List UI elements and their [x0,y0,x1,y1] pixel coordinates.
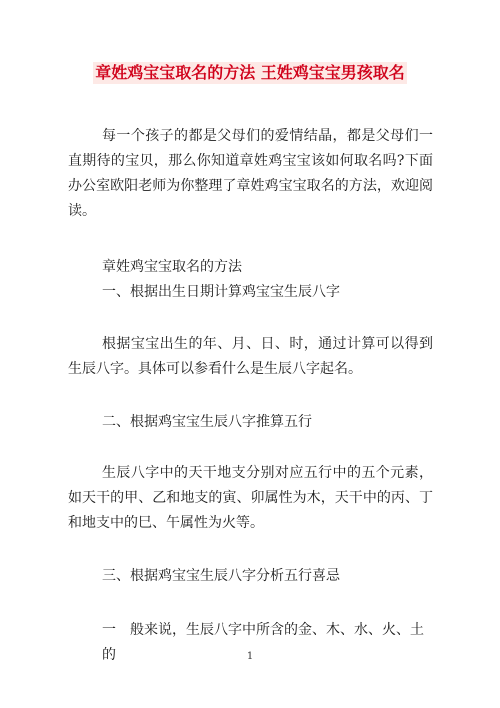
step-paragraph-3: 一 般来说，生辰八字中所含的金、木、水、火、土的 [102,622,424,663]
title-text: 章姓鸡宝宝取名的方法 王姓鸡宝宝男孩取名 [95,63,405,82]
intro-paragraph: 每一个孩子的都是父母们的爱情结晶，都是父母们一直期待的宝贝，那么你知道章姓鸡宝宝该如何取名吗?下面办公室欧阳老师为你整理了章姓鸡宝宝取名的方法，欢迎阅读。 [68,128,433,219]
step-heading-3: 三、根据鸡宝宝生辰八字分析五行喜忌 [102,568,340,584]
page-number: 1 [246,651,254,662]
step-paragraph-1: 根据宝宝出生的年、月、日、时，通过计算可以得到生辰八字。具体可以参看什么是生辰八字起名。 [68,336,433,377]
section-heading-methods: 章姓鸡宝宝取名的方法 [102,259,242,275]
step-heading-1: 一、根据出生日期计算鸡宝宝生辰八字 [102,284,340,300]
document-title [0,62,500,84]
step-paragraph-2: 生辰八字中的天干地支分别对应五行中的五个元素，如天干的甲、乙和地支的寅、卯属性为木，天干中的丙、丁和地支中的巳、午属性为火等。 [68,465,433,531]
step-heading-2: 二、根据鸡宝宝生辰八字推算五行 [102,414,312,430]
